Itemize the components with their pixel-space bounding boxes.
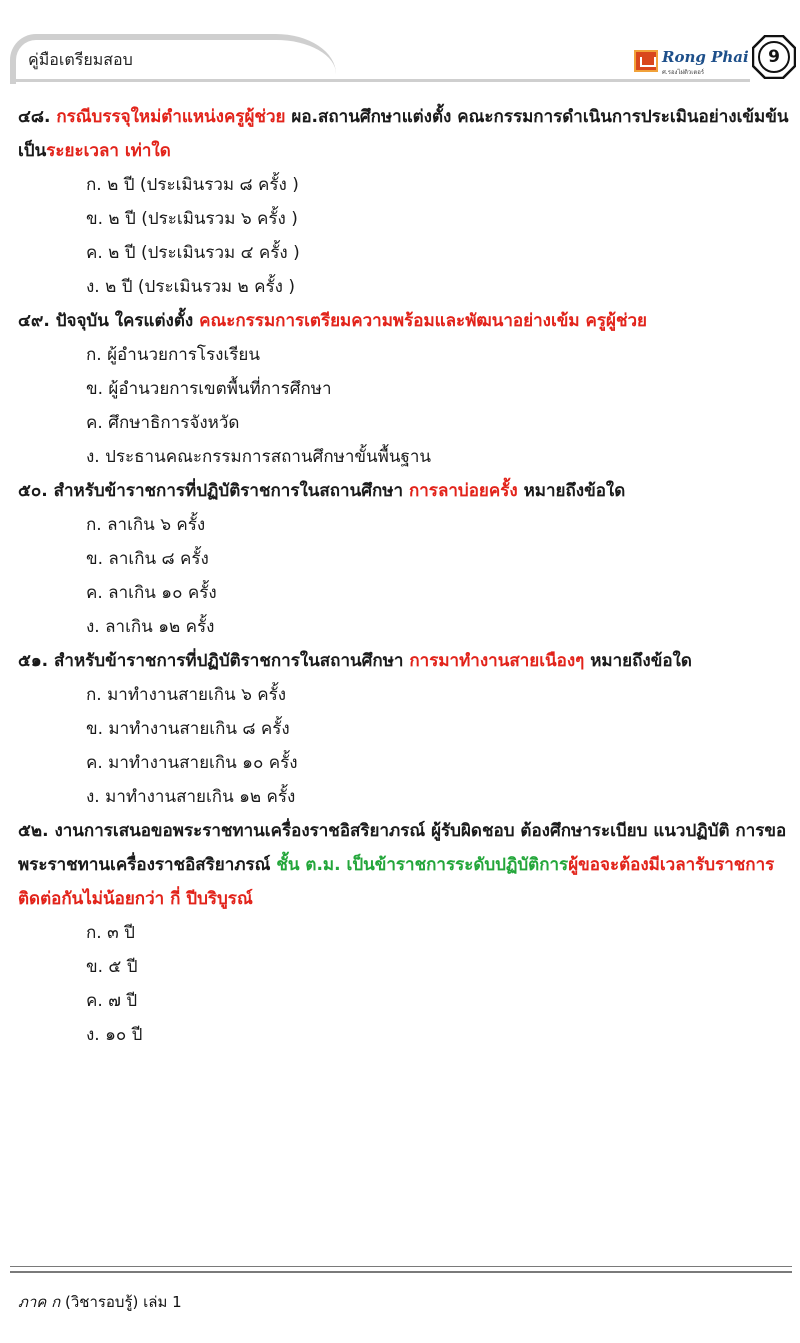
answer-option: ข. ๒ ปี (ประเมินรวม ๖ ครั้ง ) — [86, 209, 298, 229]
answer-option: ก. ลาเกิน ๖ ครั้ง — [86, 515, 206, 535]
highlighted-segment: การลาบ่อยครั้ง — [408, 481, 518, 501]
question-list — [18, 100, 796, 1052]
question-block — [18, 474, 796, 644]
highlighted-segment: กรณีบรรจุใหม่ตำแหน่งครูผู้ช่วย — [56, 107, 286, 127]
page-number-badge — [752, 35, 796, 79]
answer-option: ข. ลาเกิน ๘ ครั้ง — [86, 549, 209, 569]
question-segment: ๔๙. ปัจจุบัน ใครแต่งตั้ง — [18, 311, 200, 331]
logo-subtext: ศ.รองไผ่ติวเตอร์ — [662, 69, 705, 76]
answer-option: ง. ๑๐ ปี — [86, 1025, 143, 1045]
highlighted-segment: ระยะเวลา เท่าใด — [46, 141, 171, 161]
footer-subject: (วิชารอบรู้) — [64, 1293, 139, 1311]
answer-option: ข. ผู้อำนวยการเขตพื้นที่การศึกษา — [86, 379, 332, 399]
question-text — [18, 100, 796, 168]
answer-option: ง. ๒ ปี (ประเมินรวม ๒ ครั้ง ) — [86, 277, 295, 297]
answer-option: ก. ผู้อำนวยการโรงเรียน — [86, 345, 261, 365]
question-text — [18, 814, 796, 916]
page-header — [0, 0, 800, 88]
answer-option: ค. ศึกษาธิการจังหวัด — [86, 413, 240, 433]
highlighted-segment: การมาทำงานสายเนืองๆ — [409, 651, 585, 671]
answer-option: ค. ๒ ปี (ประเมินรวม ๔ ครั้ง ) — [86, 243, 300, 263]
rong-phai-logo — [634, 46, 749, 76]
answer-option: ข. ๕ ปี — [86, 957, 138, 977]
question-segment: ๕๐. สำหรับข้าราชการที่ปฏิบัติราชการในสถานศึกษา — [18, 481, 409, 501]
logo-text: Rong Phai — [662, 48, 749, 66]
question-block — [18, 644, 796, 814]
footer-divider — [10, 1266, 792, 1273]
question-segment: ๕๑. สำหรับข้าราชการที่ปฏิบัติราชการในสถานศึกษา — [18, 651, 410, 671]
question-segment: ๔๘. — [18, 107, 57, 127]
highlighted-segment: ชั้น ต.ม. เป็นข้าราชการระดับปฏิบัติการ — [276, 855, 569, 875]
house-logo-icon — [634, 50, 658, 72]
header-title: คู่มือเตรียมสอบ — [28, 50, 133, 69]
answer-option: ค. มาทำงานสายเกิน ๑๐ ครั้ง — [86, 753, 298, 773]
highlighted-segment: คณะกรรมการเตรียมความพร้อมและพัฒนาอย่างเข้ม ครูผู้ช่วย — [199, 311, 648, 331]
answer-option: ง. ประธานคณะกรรมการสถานศึกษาขั้นพื้นฐาน — [86, 447, 431, 467]
question-text — [18, 474, 796, 508]
question-block — [18, 100, 796, 304]
question-text — [18, 304, 796, 338]
answer-option: ง. มาทำงานสายเกิน ๑๒ ครั้ง — [86, 787, 296, 807]
answer-option: ก. ๒ ปี (ประเมินรวม ๘ ครั้ง ) — [86, 175, 299, 195]
answer-option: ง. ลาเกิน ๑๒ ครั้ง — [86, 617, 215, 637]
answer-option: ก. มาทำงานสายเกิน ๖ ครั้ง — [86, 685, 287, 705]
question-block — [18, 814, 796, 1052]
header-divider — [10, 79, 750, 82]
page-number: 9 — [768, 47, 780, 67]
answer-option: ก. ๓ ปี — [86, 923, 135, 943]
page-footer — [18, 1290, 182, 1314]
question-segment: หมายถึงข้อใด — [584, 651, 692, 671]
footer-volume: เล่ม 1 — [143, 1293, 182, 1311]
answer-option: ค. ๗ ปี — [86, 991, 138, 1011]
answer-option: ข. มาทำงานสายเกิน ๘ ครั้ง — [86, 719, 290, 739]
footer-part: ภาค ก — [18, 1293, 61, 1311]
question-text — [18, 644, 796, 678]
question-segment: ผอ.สถานศึกษาแต่งตั้ง คณะกรรมการดำเนินการประเมินอย่างเข้มข้นเป็น — [18, 107, 789, 161]
question-block — [18, 304, 796, 474]
question-segment: ๕๒. งานการเสนอขอพระราชทานเครื่องราชอิสริยาภรณ์ ผู้รับผิดชอบ ต้องศึกษาระเบียบ แนวปฏิบัติ การขอพระราชทานเครื่องราชอิสริยาภรณ์ — [18, 821, 787, 875]
highlighted-segment: ผู้ขอจะต้องมีเวลารับราชการติดต่อกันไม่น้อยกว่า กี่ ปีบริบูรณ์ — [18, 855, 775, 909]
question-segment: หมายถึงข้อใด — [517, 481, 626, 501]
answer-option: ค. ลาเกิน ๑๐ ครั้ง — [86, 583, 217, 603]
